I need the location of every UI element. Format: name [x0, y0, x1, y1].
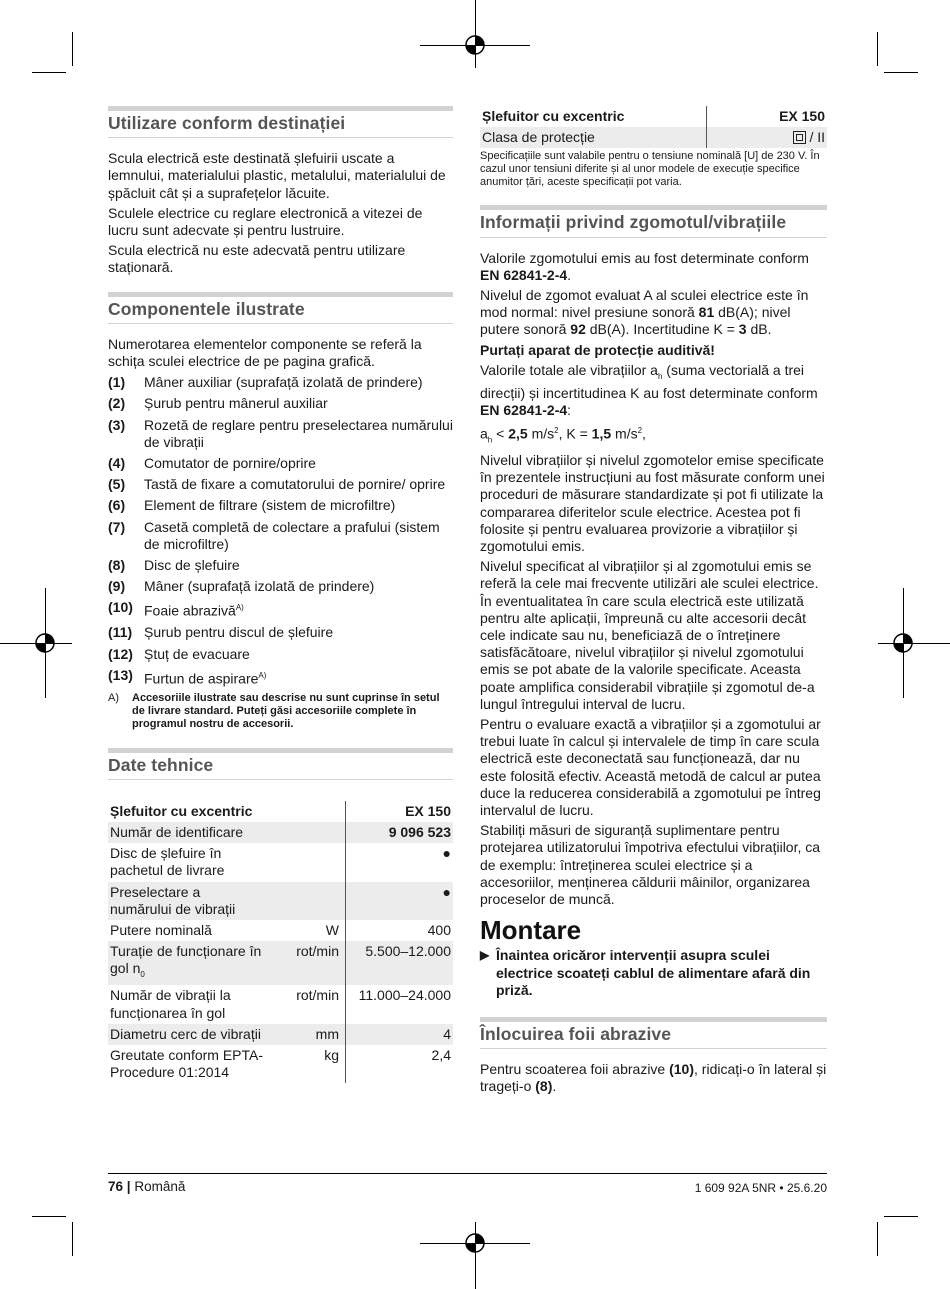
table-row [108, 1024, 453, 1045]
table-cell: kg [267, 1045, 346, 1083]
item-number: (12) [108, 645, 133, 662]
item-text: Ștuț de evacuare [144, 645, 250, 662]
table-header-row [480, 106, 827, 127]
table-cell [707, 127, 828, 148]
table-row [108, 941, 453, 985]
list-item [108, 624, 453, 641]
page-footer-left [108, 1179, 185, 1194]
list-item [108, 374, 453, 391]
table-cell: 11.000–24.000 [358, 987, 451, 1004]
table-row [108, 1045, 453, 1083]
table-cell: EX 150 [779, 108, 825, 124]
table-cell: rot/min [267, 985, 346, 1023]
table-cell: mm [267, 1024, 346, 1045]
item-number: (9) [108, 578, 126, 595]
list-item [108, 646, 453, 663]
components-list [108, 374, 453, 687]
tech-data-table [108, 801, 453, 1084]
item-number: (5) [108, 476, 126, 493]
right-column [480, 106, 827, 1099]
list-item [108, 557, 453, 574]
list-item [108, 497, 453, 514]
paragraph: Pentru scoaterea foii abrazive (10), ridicați-o în lateral și trageți-o (8). [480, 1061, 827, 1095]
paragraph: Stabiliți măsuri de siguranță suplimentare pentru protejarea utilizatorului împotriva efectului vibrațiilor, ca de exemplu: întreținerea sculei electrice și a accesoriilor, menținerea căldurii mâinilor, organizarea proceselor de muncă. [480, 822, 821, 907]
table-cell: Șlefuitor cu excentric [110, 802, 253, 819]
item-text: Foaie abrazivă$^{A)}$ [144, 603, 244, 620]
tech-data-table-continued [480, 106, 827, 148]
paragraph: Numerotarea elementelor componente se referă la schița sculei electrice de pe pagina grafică. [108, 335, 422, 370]
item-number: (13) [108, 666, 133, 683]
footer-language: Română [134, 1179, 186, 1194]
item-text: Mâner (suprafață izolată de prindere) [144, 578, 375, 595]
item-number: (11) [108, 624, 133, 641]
table-cell: Diametru cerc de vibrații [108, 1024, 267, 1045]
list-item [108, 667, 453, 688]
document-code: 1 609 92A 5NR • 25.6.20 [694, 1181, 827, 1195]
warning [480, 947, 827, 999]
item-text: Furtun de aspirare$^{A)}$ [144, 670, 267, 687]
registration-mark-icon [892, 632, 914, 654]
item-text: Rozetă de reglare pentru preselectarea numărului de vibrații [144, 416, 453, 450]
list-item [108, 395, 453, 412]
item-number: (7) [108, 518, 126, 535]
list-item [108, 455, 453, 472]
registration-mark-icon [464, 34, 486, 56]
paragraph: Pentru o evaluare exactă a vibrațiilor și a zgomotului ar trebui luate în calcul și intervalele de timp în care scula electrică este deconectată sau funcționează, dar nu este folosită efectiv. Această metodă de calcul ar putea duce la reducerea considerabilă a zgomotului pe întreg intervalul de lucru. [480, 715, 821, 818]
item-number: (8) [108, 557, 126, 574]
footnote-text: Accesoriile ilustrate sau descrise nu sunt cuprinse în setul de livrare standard. Puteți găsi accesoriile complete în programul nostru de accesorii. [132, 691, 440, 730]
table-cell: Disc de șlefuire în pachetul de livrare [110, 845, 225, 879]
footnote-ref: A) [235, 603, 244, 613]
paragraph: Scula electrică nu este adecvată pentru utilizare staționară. [108, 242, 406, 276]
item-text: Șurub pentru discul de șlefuire [144, 624, 334, 641]
table-cell: Preselectare a numărului de vibrații [108, 882, 267, 920]
paragraph: Scula electrică este destinată șlefuirii uscate a lemnului, materialului plastic, metalului, materialului de șpăcluit cât și a suprafețelor lăcuite. [108, 150, 446, 201]
triangle-right-icon: ▶ [480, 948, 490, 963]
warning-text: Înaintea oricăror intervenții asupra sculei electrice scoateți cablul de alimentare afară din priză. [496, 947, 811, 998]
list-item [108, 519, 453, 553]
paragraph: $a_h < 2,5$ $m/s^2$, K = 1,5 $m/s^2$, [480, 425, 646, 445]
table-cell: Putere nominală [110, 922, 212, 939]
section-title: Informații privind zgomotul/vibrațiile [480, 212, 787, 233]
section-intended-use [108, 106, 453, 138]
item-text: Mâner auxiliar (suprafață izolată de prindere) [144, 374, 423, 391]
footnote-ref: A) [258, 670, 267, 680]
footer-rule [108, 1173, 827, 1174]
table-cell: Greutate conform EPTA-Procedure 01:2014 [110, 1047, 264, 1081]
section-components [108, 292, 453, 324]
item-text: Tastă de fixare a comutatorului de pornire/ oprire [144, 476, 446, 493]
item-text: Comutator de pornire/oprire [144, 455, 316, 472]
item-text: Șurub pentru mânerul auxiliar [144, 395, 328, 412]
table-cell: ● [442, 845, 451, 862]
table-cell: 4 [346, 1024, 454, 1045]
table-row [108, 985, 453, 1023]
paragraph: Nivelul specificat al vibrațiilor și al zgomotului emis se referă la cele mai frecvente utilizări ale sculei electrice. În eventualitatea în care scula electrică este utilizată pentru alte aplicații, împreună cu alte accesorii decât cele indicate sau nu, beneficiază de o întreținere satisfăcătoare, nivelul vibrațiilor și nivelul zgomotului emis se pot abate de la valorile specificate. Aceasta poate amplifica considerabil vibrațiile și zgomotul de-a lungul întregului interval de lucru. [480, 558, 819, 712]
footer-separator: | [126, 1179, 131, 1194]
double-square-icon [793, 131, 806, 144]
item-number: (10) [108, 599, 133, 616]
table-cell: Clasa de protecție [480, 127, 707, 148]
table-cell: ● [346, 882, 454, 920]
footnote [108, 692, 453, 731]
paragraph: Nivelul vibrațiilor și nivelul zgomotelor emise specificate în prezentele instrucțiuni au fost măsurate conform unei proceduri de măsurare standardizate și pot fi utilizate la compararea diferitelor scule electrice. Acestea pot fi folosite și pentru evaluarea provizorie a vibrațiilor și zgomotului emis. [480, 451, 825, 554]
protection-class-value: / II [809, 129, 825, 146]
table-row [108, 843, 453, 881]
table-cell: EX 150 [405, 802, 451, 819]
table-row [108, 882, 453, 920]
section-tech-data [108, 748, 453, 780]
table-row [480, 127, 827, 148]
item-text: Casetă completă de colectare a prafului (sistem de microfiltre) [144, 518, 440, 552]
item-text: Element de filtrare (sistem de microfiltre) [144, 497, 396, 514]
paragraph-bold: Purtați aparat de protecție auditivă! [480, 341, 715, 358]
table-cell: 9 096 523 [346, 822, 454, 843]
page-number: 76 [108, 1179, 124, 1194]
item-number: (3) [108, 416, 126, 433]
table-cell: Număr de vibrații la funcționarea în gol [110, 987, 231, 1021]
paragraph: Valorile zgomotului emis au fost determinate conform EN 62841-2-4. [480, 249, 809, 283]
table-cell: 2,4 [431, 1047, 451, 1064]
table-cell: Turație de funcționare în gol $n_0$ [108, 941, 267, 985]
footnote-mark: A) [108, 691, 119, 704]
table-cell [267, 801, 346, 822]
section-title-large: Montare [480, 915, 582, 946]
paragraph: Valorile totale ale vibrațiilor $a_h$ (suma vectorială a trei direcții) și incertitudinea K au fost determinate conform EN 62841-2-4: [480, 361, 818, 419]
section-title: Date tehnice [108, 754, 214, 775]
list-item [108, 417, 453, 451]
list-item [108, 578, 453, 595]
table-cell: 5.500–12.000 [346, 941, 454, 985]
table-header-row [108, 801, 453, 822]
item-number: (1) [108, 374, 126, 391]
table-cell [267, 843, 346, 881]
table-cell: Număr de identificare [108, 822, 267, 843]
paragraph: Sculele electrice cu reglare electronică a vitezei de lucru sunt adecvate și pentru lustruire. [108, 204, 423, 239]
registration-mark-icon [34, 632, 56, 654]
item-number: (2) [108, 395, 126, 412]
registration-mark-icon [464, 1232, 486, 1254]
table-cell: W [267, 920, 346, 941]
table-cell [267, 882, 346, 920]
table-cell: 400 [427, 922, 451, 939]
table-cell: Șlefuitor cu excentric [480, 106, 707, 127]
left-column [108, 106, 453, 1083]
section-title: Utilizare conform destinației [108, 113, 346, 133]
paragraph: Nivelul de zgomot evaluat A al sculei electrice este în mod normal: nivel presiune sonoră 81 dB(A); nivel putere sonoră 92 dB(A). Incertitudine K = 3 dB. [480, 287, 809, 338]
spec-note: Specificațiile sunt valabile pentru o tensiune nominală [U] de 230 V. În cazul unor tensiuni diferite și al unor modele de execuție specifice anumitor țări, aceste specificații pot varia. [480, 150, 820, 189]
section-title: Înlocuirea foii abrazive [480, 1023, 672, 1044]
table-cell: rot/min [267, 941, 346, 985]
table-row [108, 822, 453, 843]
table-row [108, 920, 453, 941]
section-noise [480, 205, 827, 237]
table-cell [267, 822, 346, 843]
item-number: (4) [108, 455, 126, 472]
list-item [108, 476, 453, 493]
list-item [108, 599, 453, 620]
section-replace-sheet [480, 1017, 827, 1049]
section-title: Componentele ilustrate [108, 298, 305, 319]
item-text: Disc de șlefuire [144, 557, 240, 574]
item-number: (6) [108, 497, 126, 514]
